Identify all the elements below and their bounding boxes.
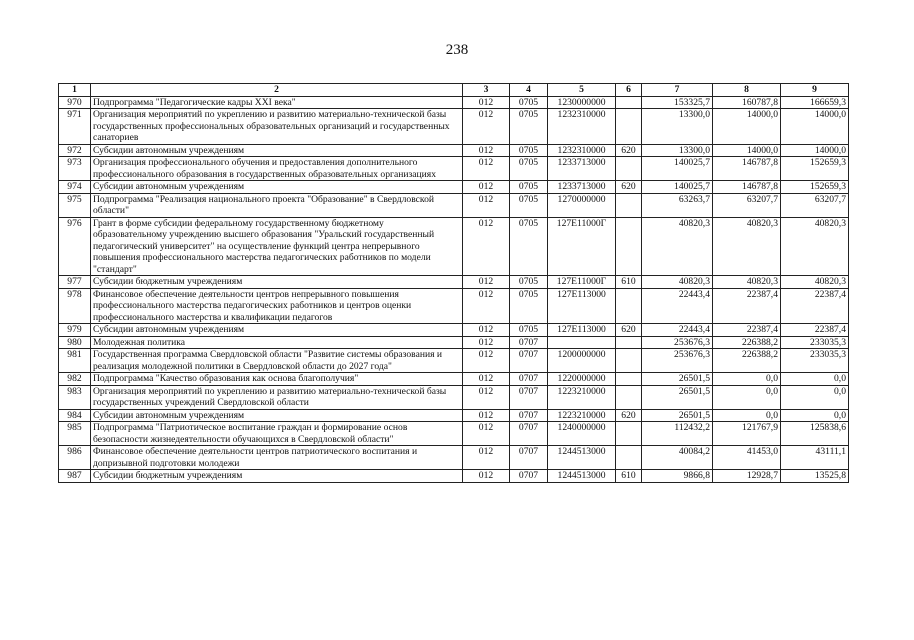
row-amount-col7: 40820,3 [642, 217, 713, 276]
row-amount-col7: 153325,7 [642, 96, 713, 109]
row-name: Подпрограмма "Реализация национального проекта "Образование" в Свердловской области" [91, 193, 463, 217]
row-expense-type-code: 620 [616, 324, 642, 337]
row-ministry-code: 012 [463, 217, 510, 276]
row-section-code: 0707 [510, 349, 548, 373]
row-amount-col7: 40084,2 [642, 446, 713, 470]
row-expense-type-code [616, 349, 642, 373]
row-expense-type-code [616, 193, 642, 217]
row-section-code: 0705 [510, 109, 548, 145]
row-amount-col8: 12928,7 [713, 470, 781, 483]
row-amount-col8: 22387,4 [713, 324, 781, 337]
row-number: 971 [59, 109, 91, 145]
row-expense-type-code: 610 [616, 276, 642, 289]
row-section-code: 0705 [510, 217, 548, 276]
row-target-code: 127E11000Г [548, 276, 616, 289]
table-row [59, 349, 849, 373]
row-number: 974 [59, 181, 91, 194]
row-name: Организация мероприятий по укреплению и развитию материально-технической базы государственных учреждений Свердловской области [91, 385, 463, 409]
row-amount-col9: 152659,3 [781, 157, 849, 181]
row-ministry-code: 012 [463, 385, 510, 409]
row-section-code: 0705 [510, 324, 548, 337]
row-amount-col7: 13300,0 [642, 109, 713, 145]
row-name: Молодежная политика [91, 336, 463, 349]
row-target-code: 1233713000 [548, 181, 616, 194]
row-amount-col7: 140025,7 [642, 181, 713, 194]
row-section-code: 0705 [510, 96, 548, 109]
row-ministry-code: 012 [463, 422, 510, 446]
row-name: Субсидии автономным учреждениям [91, 181, 463, 194]
row-ministry-code: 012 [463, 157, 510, 181]
row-amount-col9: 233035,3 [781, 336, 849, 349]
row-section-code: 0707 [510, 336, 548, 349]
row-amount-col9: 22387,4 [781, 288, 849, 324]
row-amount-col8: 0,0 [713, 385, 781, 409]
row-section-code: 0707 [510, 373, 548, 386]
row-name: Государственная программа Свердловской области "Развитие системы образования и реализация молодежной политики в Свердловской области до 2027 года" [91, 349, 463, 373]
row-number: 986 [59, 446, 91, 470]
row-section-code: 0707 [510, 409, 548, 422]
row-expense-type-code [616, 96, 642, 109]
row-amount-col9: 14000,0 [781, 144, 849, 157]
row-amount-col7: 26501,5 [642, 373, 713, 386]
row-name: Субсидии автономным учреждениям [91, 324, 463, 337]
column-header: 4 [510, 84, 548, 97]
row-amount-col9: 125838,6 [781, 422, 849, 446]
column-header: 9 [781, 84, 849, 97]
table-row [59, 193, 849, 217]
row-amount-col7: 253676,3 [642, 349, 713, 373]
table-row [59, 324, 849, 337]
column-header: 5 [548, 84, 616, 97]
table-row [59, 288, 849, 324]
budget-table [58, 83, 849, 483]
table-row [59, 336, 849, 349]
row-expense-type-code [616, 288, 642, 324]
row-section-code: 0705 [510, 144, 548, 157]
row-ministry-code: 012 [463, 446, 510, 470]
row-name: Финансовое обеспечение деятельности центров патриотического воспитания и допризывной подготовки молодежи [91, 446, 463, 470]
table-row [59, 96, 849, 109]
row-target-code [548, 336, 616, 349]
row-amount-col9: 43111,1 [781, 446, 849, 470]
row-amount-col8: 160787,8 [713, 96, 781, 109]
row-name: Подпрограмма "Патриотическое воспитание граждан и формирование основ безопасности жизнедеятельности обучающихся в Свердловской области" [91, 422, 463, 446]
table-row [59, 109, 849, 145]
row-target-code: 1200000000 [548, 349, 616, 373]
row-amount-col7: 40820,3 [642, 276, 713, 289]
row-number: 982 [59, 373, 91, 386]
row-ministry-code: 012 [463, 144, 510, 157]
row-amount-col7: 140025,7 [642, 157, 713, 181]
row-target-code: 1244513000 [548, 446, 616, 470]
row-name: Подпрограмма "Педагогические кадры XXI века" [91, 96, 463, 109]
row-amount-col8: 146787,8 [713, 157, 781, 181]
column-header: 8 [713, 84, 781, 97]
row-amount-col7: 9866,8 [642, 470, 713, 483]
row-amount-col7: 13300,0 [642, 144, 713, 157]
row-name: Субсидии бюджетным учреждениям [91, 470, 463, 483]
row-name: Финансовое обеспечение деятельности центров непрерывного повышения профессионального мастерства педагогических работников и центров оценки профессионального мастерства и квалификации педагогов [91, 288, 463, 324]
row-ministry-code: 012 [463, 288, 510, 324]
row-number: 985 [59, 422, 91, 446]
table-row [59, 470, 849, 483]
column-header: 3 [463, 84, 510, 97]
row-target-code: 1220000000 [548, 373, 616, 386]
column-header: 6 [616, 84, 642, 97]
row-expense-type-code [616, 446, 642, 470]
row-amount-col8: 22387,4 [713, 288, 781, 324]
row-number: 987 [59, 470, 91, 483]
row-expense-type-code [616, 385, 642, 409]
row-name: Подпрограмма "Качество образования как основа благополучия" [91, 373, 463, 386]
row-amount-col8: 14000,0 [713, 109, 781, 145]
row-expense-type-code: 620 [616, 181, 642, 194]
row-target-code: 1244513000 [548, 470, 616, 483]
row-expense-type-code [616, 422, 642, 446]
row-target-code: 1223210000 [548, 409, 616, 422]
row-target-code: 127E11000Г [548, 217, 616, 276]
row-number: 979 [59, 324, 91, 337]
table-row [59, 385, 849, 409]
row-amount-col8: 63207,7 [713, 193, 781, 217]
row-name: Субсидии автономным учреждениям [91, 144, 463, 157]
row-amount-col9: 40820,3 [781, 217, 849, 276]
table-row [59, 144, 849, 157]
row-amount-col8: 0,0 [713, 373, 781, 386]
row-amount-col9: 0,0 [781, 385, 849, 409]
row-number: 980 [59, 336, 91, 349]
row-amount-col8: 121767,9 [713, 422, 781, 446]
row-amount-col9: 13525,8 [781, 470, 849, 483]
row-number: 976 [59, 217, 91, 276]
row-number: 983 [59, 385, 91, 409]
row-amount-col7: 112432,2 [642, 422, 713, 446]
row-target-code: 127E113000 [548, 324, 616, 337]
row-ministry-code: 012 [463, 349, 510, 373]
table-row [59, 373, 849, 386]
table-row [59, 181, 849, 194]
row-target-code: 1232310000 [548, 144, 616, 157]
row-amount-col7: 26501,5 [642, 385, 713, 409]
row-target-code: 1232310000 [548, 109, 616, 145]
row-target-code: 1223210000 [548, 385, 616, 409]
row-section-code: 0705 [510, 181, 548, 194]
row-section-code: 0705 [510, 276, 548, 289]
row-section-code: 0707 [510, 446, 548, 470]
row-name: Субсидии бюджетным учреждениям [91, 276, 463, 289]
row-ministry-code: 012 [463, 336, 510, 349]
row-section-code: 0705 [510, 193, 548, 217]
row-amount-col8: 40820,3 [713, 217, 781, 276]
row-section-code: 0707 [510, 422, 548, 446]
row-number: 972 [59, 144, 91, 157]
row-ministry-code: 012 [463, 409, 510, 422]
row-amount-col7: 253676,3 [642, 336, 713, 349]
row-name: Организация мероприятий по укреплению и развитию материально-технической базы государственных профессиональных образовательных организаций и государственных санаториев [91, 109, 463, 145]
row-name: Организация профессионального обучения и предоставления дополнительного профессионального образования в государственных образовательных организациях [91, 157, 463, 181]
row-ministry-code: 012 [463, 181, 510, 194]
row-amount-col9: 22387,4 [781, 324, 849, 337]
row-target-code: 1233713000 [548, 157, 616, 181]
row-target-code: 1240000000 [548, 422, 616, 446]
row-expense-type-code [616, 373, 642, 386]
column-header: 2 [91, 84, 463, 97]
row-expense-type-code [616, 109, 642, 145]
row-expense-type-code: 610 [616, 470, 642, 483]
row-number: 978 [59, 288, 91, 324]
row-number: 973 [59, 157, 91, 181]
row-ministry-code: 012 [463, 470, 510, 483]
row-amount-col8: 14000,0 [713, 144, 781, 157]
table-row [59, 276, 849, 289]
row-amount-col9: 166659,3 [781, 96, 849, 109]
row-section-code: 0705 [510, 157, 548, 181]
row-ministry-code: 012 [463, 193, 510, 217]
table-row [59, 217, 849, 276]
page-number: 238 [445, 42, 469, 58]
row-target-code: 1270000000 [548, 193, 616, 217]
row-amount-col7: 63263,7 [642, 193, 713, 217]
row-amount-col8: 146787,8 [713, 181, 781, 194]
row-amount-col9: 40820,3 [781, 276, 849, 289]
row-section-code: 0707 [510, 470, 548, 483]
row-number: 981 [59, 349, 91, 373]
table-row [59, 409, 849, 422]
row-amount-col9: 0,0 [781, 409, 849, 422]
row-ministry-code: 012 [463, 276, 510, 289]
row-expense-type-code: 620 [616, 144, 642, 157]
column-header: 1 [59, 84, 91, 97]
row-amount-col9: 14000,0 [781, 109, 849, 145]
row-amount-col8: 0,0 [713, 409, 781, 422]
column-header: 7 [642, 84, 713, 97]
row-name: Грант в форме субсидии федеральному государственному бюджетному образовательному учреждению высшего образования "Уральский государственный педагогический университет" на осуществление функций центра непрерывного повышения профессионального мастерства педагогических работников по модели "стандарт" [91, 217, 463, 276]
row-target-code: 1230000000 [548, 96, 616, 109]
row-amount-col9: 233035,3 [781, 349, 849, 373]
row-amount-col9: 63207,7 [781, 193, 849, 217]
row-section-code: 0707 [510, 385, 548, 409]
row-ministry-code: 012 [463, 109, 510, 145]
row-number: 975 [59, 193, 91, 217]
row-expense-type-code [616, 157, 642, 181]
row-amount-col9: 152659,3 [781, 181, 849, 194]
row-amount-col7: 26501,5 [642, 409, 713, 422]
row-ministry-code: 012 [463, 324, 510, 337]
row-amount-col8: 226388,2 [713, 336, 781, 349]
row-number: 970 [59, 96, 91, 109]
table-row [59, 446, 849, 470]
row-expense-type-code: 620 [616, 409, 642, 422]
row-target-code: 127E113000 [548, 288, 616, 324]
row-amount-col7: 22443,4 [642, 324, 713, 337]
row-amount-col9: 0,0 [781, 373, 849, 386]
row-section-code: 0705 [510, 288, 548, 324]
row-expense-type-code [616, 217, 642, 276]
row-ministry-code: 012 [463, 373, 510, 386]
row-number: 984 [59, 409, 91, 422]
row-ministry-code: 012 [463, 96, 510, 109]
row-amount-col7: 22443,4 [642, 288, 713, 324]
row-amount-col8: 40820,3 [713, 276, 781, 289]
table-header-row [59, 84, 849, 97]
table-row [59, 422, 849, 446]
table-row [59, 157, 849, 181]
row-name: Субсидии автономным учреждениям [91, 409, 463, 422]
row-amount-col8: 41453,0 [713, 446, 781, 470]
row-number: 977 [59, 276, 91, 289]
row-amount-col8: 226388,2 [713, 349, 781, 373]
row-expense-type-code [616, 336, 642, 349]
